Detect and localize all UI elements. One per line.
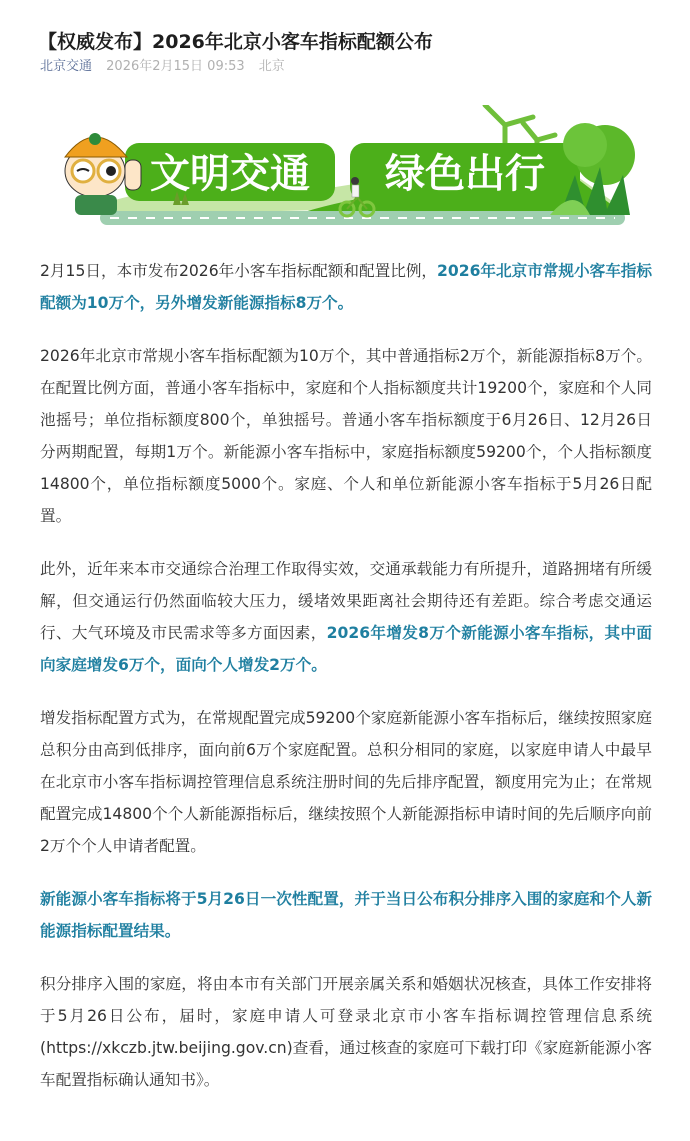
publish-location: 北京 (258, 59, 285, 74)
article-title: 【权威发布】2026年北京小客车指标配额公布 (38, 30, 433, 53)
paragraph-text: 此外，近年来本市交通综合治理工作取得实效，交通承载能力有所提升，道路拥堵有所缓解，但交通运行仍然面临较大压力，缓堵效果距离社会期待还有差距。综合考虑交通运行、大气环境及市民需求等多方面因素， (40, 560, 652, 642)
article-meta (40, 55, 285, 74)
paragraph-2 (40, 340, 652, 532)
publish-date: 2026年2月15日 09:53 (106, 59, 245, 74)
author-link[interactable]: 北京交通 (40, 59, 93, 74)
banner-slogan-left: 文明交通 (150, 151, 310, 197)
article-body (40, 255, 652, 1117)
paragraph-text: 增发指标配置方式为，在常规配置完成59200个家庭新能源小客车指标后，继续按照家庭总积分由高到低排序，面向前6万个家庭配置。总积分相同的家庭，以家庭申请人中最早在北京市小客车指标调控管理信息系统注册时间的先后排序配置，额度用完为止；在常规配置完成14800个个人新能源指标后，继续按照个人新能源指标申请时间的先后顺序向前2万个个人申请者配置。 (40, 709, 652, 855)
highlighted-text: 2026年增发8万个新能源小客车指标，其中面向家庭增发6万个，面向个人增发2万个。 (40, 624, 652, 674)
paragraph-3 (40, 553, 652, 681)
paragraph-text: 2026年北京市常规小客车指标配额为10万个，其中普通指标2万个，新能源指标8万个。在配置比例方面，普通小客车指标中，家庭和个人指标额度共计19200个，家庭和个人同池摇号；单位指标额度800个，单独摇号。普通小客车指标额度于6月26日、12月26日分两期配置，每期1万个。新能源小客车指标中，家庭指标额度59200个，个人指标额度14800个，单位指标额度5000个。家庭、个人和单位新能源小客车指标于5月26日配置。 (40, 347, 652, 525)
highlighted-text: 新能源小客车指标将于5月26日一次性配置，并于当日公布积分排序入围的家庭和个人新能源指标配置结果。 (40, 890, 652, 940)
paragraph-4 (40, 702, 652, 862)
banner-image (55, 105, 645, 235)
paragraph-text: 2月15日，本市发布2026年小客车指标配额和配置比例， (40, 262, 438, 280)
highlighted-text: 2026年北京市常规小客车指标配额为10万个，另外增发新能源指标8万个。 (40, 262, 652, 312)
paragraph-5 (40, 883, 652, 947)
paragraph-6 (40, 968, 652, 1096)
paragraph-1 (40, 255, 652, 319)
banner-slogan-right: 绿色出行 (385, 151, 545, 197)
paragraph-text: 积分排序入围的家庭，将由本市有关部门开展亲属关系和婚姻状况核查，具体工作安排将于5月26日公布，届时，家庭申请人可登录北京市小客车指标调控管理信息系统(https://xkczb.jtw.beijing.gov.cn)查看，通过核查的家庭可下载打印《家庭新能源小客车配置指标确认通知书》。 (40, 975, 652, 1089)
